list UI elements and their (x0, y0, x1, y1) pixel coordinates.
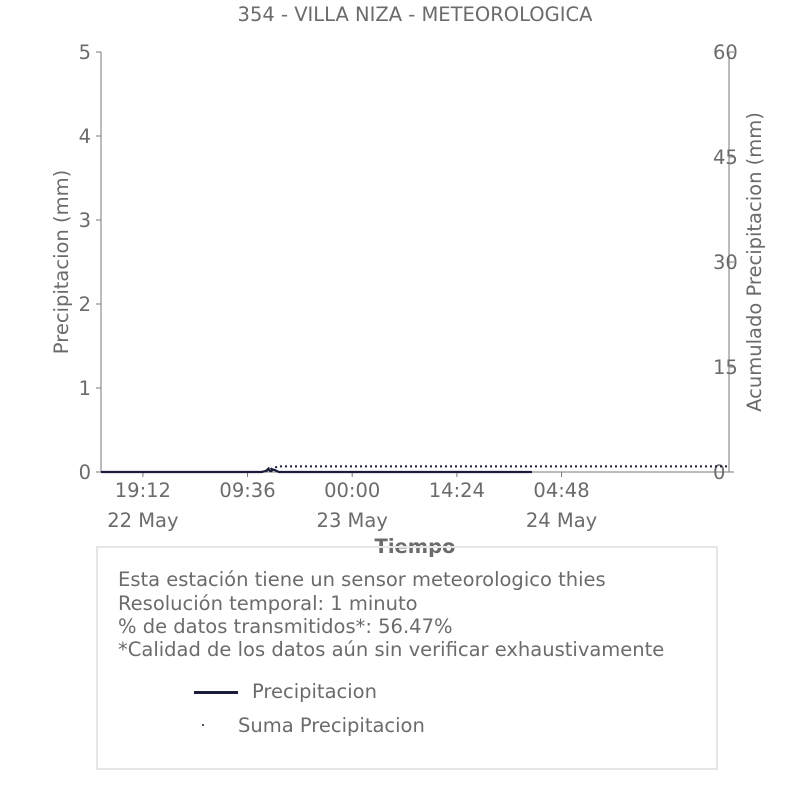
chart-axes (101, 52, 729, 472)
x-date-label: 24 May (525, 509, 598, 532)
y2-tick-label: 15 (713, 356, 738, 379)
y-tick-label: 1 (78, 377, 91, 400)
y-tick-label: 3 (78, 209, 91, 232)
y2-tick-label: 30 (713, 251, 738, 274)
y-tick-label: 5 (78, 41, 91, 64)
info-box (96, 546, 718, 770)
y-tick-label: 0 (78, 461, 91, 484)
chart-ticks (79, 41, 738, 532)
x-date-label: 22 May (107, 509, 179, 532)
chart-title: 354 - VILLA NIZA - METEOROLOGICA (237, 3, 593, 26)
series-line-precipitacion (101, 469, 532, 472)
y2-tick-label: 0 (713, 461, 726, 484)
legend-line-swatch (194, 691, 238, 694)
y2-tick-label: 45 (713, 146, 738, 169)
y-tick-label: 2 (78, 293, 91, 316)
legend-label: Precipitacion (252, 680, 377, 703)
x-date-label: 23 May (316, 509, 388, 532)
y2-tick-label: 60 (713, 41, 738, 64)
x-tick-label: 04:48 (533, 479, 590, 502)
x-tick-label: 00:00 (324, 479, 381, 502)
legend-label: Suma Precipitacion (238, 714, 425, 737)
y-axis-label: Precipitacion (mm) (50, 169, 73, 355)
x-tick-label: 19:12 (114, 479, 171, 502)
x-tick-label: 14:24 (428, 479, 485, 502)
info-sensor-text: Esta estación tiene un sensor meteorologico thies (118, 568, 606, 591)
y2-axis-label: Acumulado Precipitacion (mm) (743, 112, 766, 412)
x-axis-label: Tiempo (374, 535, 456, 558)
info-quality-note: *Calidad de los datos aún sin verificar exhaustivamente (118, 638, 665, 661)
x-tick-label: 09:36 (219, 479, 276, 502)
info-resolution-text: Resolución temporal: 1 minuto (118, 592, 418, 615)
legend-dot-swatch (202, 724, 204, 726)
y-tick-label: 4 (78, 125, 91, 148)
info-transmitted-text: % de datos transmitidos*: 56.47% (118, 615, 453, 638)
chart-series (101, 466, 729, 472)
